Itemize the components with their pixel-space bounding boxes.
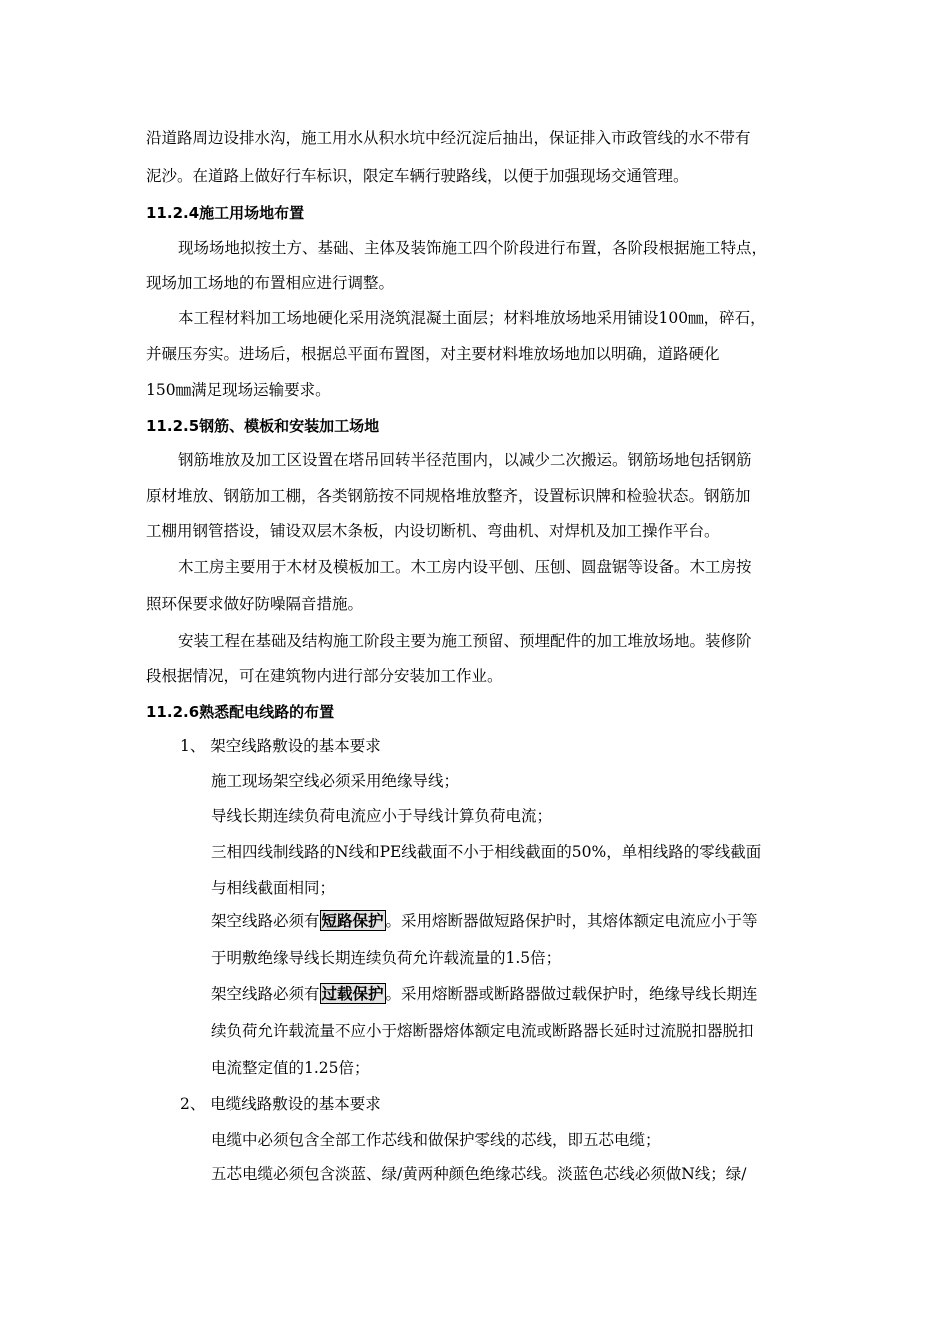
list-item: 施工现场架空线必须采用绝缘导线； [211, 772, 460, 790]
text-fragment: 。采用熔断器或断路器做过载保护时，绝缘导线长期连 [385, 985, 758, 1003]
highlighted-term: 短路保护 [321, 911, 384, 930]
section-heading: 11.2.4施工用场地布置 [146, 204, 305, 222]
paragraph-line: 150㎜满足现场运输要求。 [146, 381, 331, 399]
list-title: 1、 架空线路敷设的基本要求 [180, 737, 381, 755]
section-heading: 11.2.5钢筋、模板和安装加工场地 [146, 417, 380, 435]
paragraph-line: 工棚用钢管搭设，铺设双层木条板，内设切断机、弯曲机、对焊机及加工操作平台。 [146, 522, 720, 540]
paragraph-line: 原材堆放、钢筋加工棚，各类钢筋按不同规格堆放整齐，设置标识牌和检验状态。钢筋加 [146, 487, 751, 505]
list-item: 电流整定值的1.25倍； [211, 1059, 370, 1077]
paragraph-line: 段根据情况，可在建筑物内进行部分安装加工作业。 [146, 667, 503, 685]
paragraph-line: 本工程材料加工场地硬化采用浇筑混凝土面层；材料堆放场地采用铺设100㎜，碎石， [178, 309, 766, 327]
paragraph-line: 现场加工场地的布置相应进行调整。 [146, 274, 395, 292]
text-fragment: 架空线路必须有 [211, 912, 320, 930]
text-fragment: 架空线路必须有 [211, 985, 320, 1003]
paragraph-line: 钢筋堆放及加工区设置在塔吊回转半径范围内，以减少二次搬运。钢筋场地包括钢筋 [178, 451, 752, 469]
paragraph-line: 沿道路周边设排水沟，施工用水从积水坑中经沉淀后抽出，保证排入市政管线的水不带有 [146, 129, 751, 147]
paragraph-line: 照环保要求做好防噪隔音措施。 [146, 595, 364, 613]
text-fragment: 。采用熔断器做短路保护时，其熔体额定电流应小于等 [385, 912, 758, 930]
list-item: 与相线截面相同； [211, 879, 336, 897]
list-item [211, 984, 758, 1004]
paragraph-line: 泥沙。在道路上做好行车标识，限定车辆行驶路线，以便于加强现场交通管理。 [146, 167, 689, 185]
paragraph-line: 安装工程在基础及结构施工阶段主要为施工预留、预埋配件的加工堆放场地。装修阶 [178, 632, 752, 650]
section-heading: 11.2.6熟悉配电线路的布置 [146, 703, 335, 721]
list-item: 导线长期连续负荷电流应小于导线计算负荷电流； [211, 807, 553, 825]
paragraph-line: 现场场地拟按土方、基础、主体及装饰施工四个阶段进行布置，各阶段根据施工特点， [178, 239, 768, 257]
list-item: 五芯电缆必须包含淡蓝、绿/黄两种颜色绝缘芯线。淡蓝色芯线必须做N线；绿/ [211, 1165, 747, 1183]
list-item: 电缆中必须包含全部工作芯线和做保护零线的芯线，即五芯电缆； [211, 1131, 661, 1149]
list-item: 于明敷绝缘导线长期连续负荷允许载流量的1.5倍； [211, 949, 562, 967]
list-title: 2、 电缆线路敷设的基本要求 [180, 1095, 381, 1113]
paragraph-line: 木工房主要用于木材及模板加工。木工房内设平刨、压刨、圆盘锯等设备。木工房按 [178, 558, 752, 576]
paragraph-line: 并碾压夯实。进场后，根据总平面布置图，对主要材料堆放场地加以明确，道路硬化 [146, 345, 720, 363]
list-item: 续负荷允许载流量不应小于熔断器熔体额定电流或断路器长延时过流脱扣器脱扣 [211, 1022, 754, 1040]
list-item: 三相四线制线路的N线和PE线截面不小于相线截面的50%，单相线路的零线截面 [211, 843, 762, 861]
list-item [211, 911, 758, 931]
highlighted-term: 过载保护 [321, 984, 384, 1003]
